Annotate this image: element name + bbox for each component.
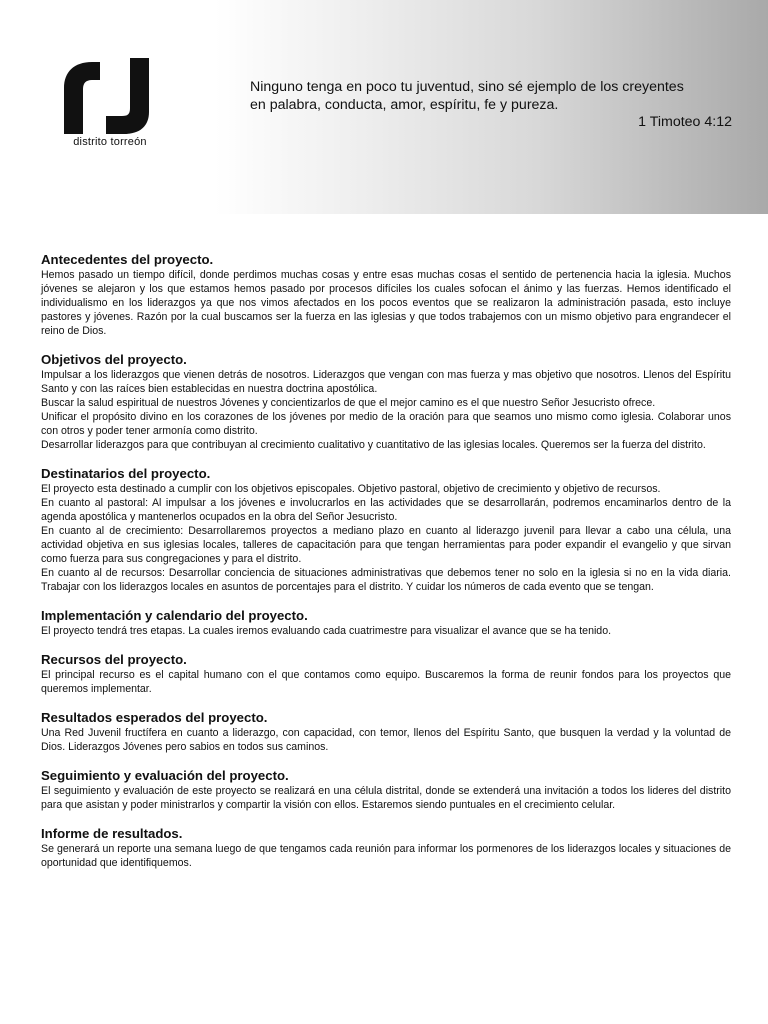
section: [41, 710, 731, 754]
section-paragraph: En cuanto al pastoral: Al impulsar a los jóvenes e involucrarlos en las actividades que se desarrollarán, podremos encaminarlos dentro de la agenda apostólica y mantenerlos ocupados en la obra del Señor Jesucristo.: [41, 497, 731, 523]
section-paragraph: El proyecto esta destinado a cumplir con los objetivos episcopales. Objetivo pastoral, objetivo de crecimiento y objetivo de recursos.: [41, 483, 661, 495]
section: [41, 768, 731, 812]
logo-rj-mark: [60, 58, 152, 134]
logo-subtitle: distrito torreón: [73, 136, 147, 148]
page-header: [0, 0, 768, 214]
section: [41, 826, 731, 870]
section: [41, 466, 731, 594]
section-paragraph: Impulsar a los liderazgos que vienen detrás de nosotros. Liderazgos que vengan con mas fuerza y mas objetivo que nosotros. Llenos del Espíritu Santo y con las raíces bien establecidas en nuestra doctrina apostólica.: [41, 369, 731, 395]
section-paragraph: El principal recurso es el capital humano con el que contamos como equipo. Buscaremos la forma de reunir fondos para los proyectos que queremos implementar.: [41, 669, 731, 695]
document-body: [41, 252, 731, 884]
section: [41, 252, 731, 338]
section-title: Informe de resultados.: [41, 826, 183, 841]
quote-line-1: Ninguno tenga en poco tu juventud, sino sé ejemplo de los creyentes: [250, 79, 684, 95]
section: [41, 608, 731, 638]
section-paragraph: Unificar el propósito divino en los corazones de los jóvenes por medio de la oración para que seamos uno mismo como iglesia. Colaborar unos con otros y poder tener armonía como distrito.: [41, 411, 731, 437]
quote-reference: 1 Timoteo 4:12: [638, 114, 732, 130]
section-paragraph: Se generará un reporte una semana luego de que tengamos cada reunión para informar los pormenores de los liderazgos locales y situaciones de oportunidad que identifiquemos.: [41, 843, 731, 869]
section-title: Objetivos del proyecto.: [41, 352, 187, 367]
section-paragraph: Buscar la salud espiritual de nuestros Jóvenes y concientizarlos de que el mejor camino es el que nuestro Señor Jesucristo ofrece.: [41, 397, 656, 409]
section-paragraph: El proyecto tendrá tres etapas. La cuales iremos evaluando cada cuatrimestre para visualizar el avance que se ha tenido.: [41, 625, 612, 637]
section-paragraph: En cuanto al de crecimiento: Desarrollaremos proyectos a mediano plazo en cuanto al liderazgo juvenil para llevar a cabo una célula, una actividad objetiva en sus iglesias locales, talleres de capacitación para que tengan herramientas para poder expandir el evangelio y que sirvan como fuerza para sus congregaciones y para el distrito.: [41, 525, 731, 565]
logo: [60, 58, 160, 154]
bible-quote: [250, 78, 740, 114]
section-title: Recursos del proyecto.: [41, 652, 187, 667]
section-paragraph: En cuanto al de recursos: Desarrollar conciencia de situaciones administrativas que debemos tener no solo en la iglesia si no en la vida diaria. Trabajar con los liderazgos locales en asuntos de porcentajes para el distrito. Y cuidar los números de cada evento que se tengan.: [41, 567, 731, 593]
section-title: Implementación y calendario del proyecto.: [41, 608, 308, 623]
quote-line-2: en palabra, conducta, amor, espíritu, fe y pureza.: [250, 97, 559, 113]
section-paragraph: Una Red Juvenil fructífera en cuanto a liderazgo, con capacidad, con temor, llenos del Espíritu Santo, que busquen la verdad y la voluntad de Dios. Liderazgos Jóvenes pero sabios en todos sus caminos.: [41, 727, 731, 753]
section-title: Resultados esperados del proyecto.: [41, 710, 268, 725]
section-title: Seguimiento y evaluación del proyecto.: [41, 768, 289, 783]
section-title: Destinatarios del proyecto.: [41, 466, 211, 481]
section-paragraph: Hemos pasado un tiempo difícil, donde perdimos muchas cosas y entre esas muchas cosas el sentido de pertenencia hacia la iglesia. Muchos jóvenes se alejaron y los que estamos hemos pasado por procesos difíciles los cuales sofocan el ánimo y las fuerzas. Hemos identificado el individualismo en los liderazgos ya que nos vimos afectados en los pocos eventos que se realizaron la administración pasada, esto incluye pastores y jóvenes. Razón por la cual buscamos ser la fuerza en las iglesias y que todos trabajemos con un mismo objetivo para engrandecer el reino de Dios.: [41, 269, 731, 337]
section: [41, 652, 731, 696]
section-paragraph: El seguimiento y evaluación de este proyecto se realizará en una célula distrital, donde se extenderá una invitación a todos los lideres del distrito para que asistan y poder ministrarlos y compartir la visión con ellos. Estaremos siendo puntuales en el crecimiento celular.: [41, 785, 731, 811]
section-title: Antecedentes del proyecto.: [41, 252, 214, 267]
section-paragraph: Desarrollar liderazgos para que contribuyan al crecimiento cualitativo y cuantitativo de las iglesias locales. Queremos ser la fuerza del distrito.: [41, 439, 706, 451]
section: [41, 352, 731, 452]
